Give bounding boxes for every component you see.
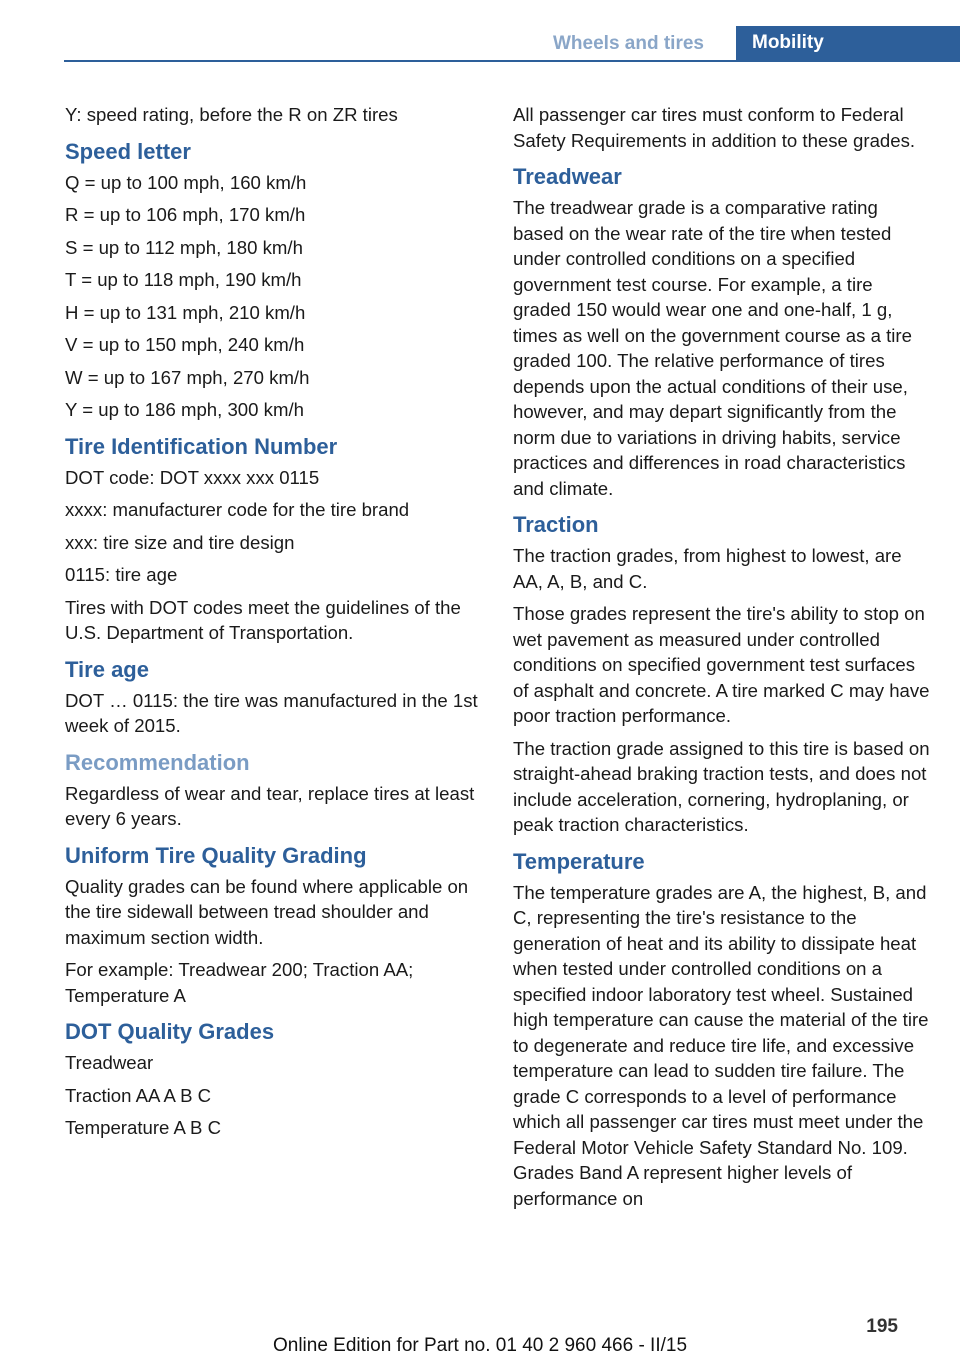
left-column [65,102,480,1148]
utqg-heading: Uniform Tire Quality Grading [65,842,367,868]
treadwear-heading: Treadwear [513,164,622,189]
speed-line: Y = up to 186 mph, 300 km/h [65,399,304,420]
utqg-line: Quality grades can be found where applicable on the tire sidewall between tread shoulder and maximum section width. [65,875,469,948]
temperature-heading: Temperature [513,848,645,874]
dot-grades-heading: DOT Quality Grades [65,1019,275,1044]
speed-line: Q = up to 100 mph, 160 km/h [65,171,307,193]
speed-line: H = up to 131 mph, 210 km/h [65,301,306,323]
speed-line: W = up to 167 mph, 270 km/h [65,366,310,388]
right-column [513,102,933,1218]
dot-grade-line: Treadwear [65,1052,154,1073]
temperature-text: The temperature grades are A, the highest, B, and C, representing the tire's resistance to the generation of heat and its ability to dissipate heat when tested under controlled conditions on a specified indoor laboratory test wheel. Sustained high temperature can cause the material of the tire to degenerate and reduce tire life, and excessive temperature can lead to sudden tire failure. The grade C corresponds to a level of performance which all passenger car tires must meet under the Federal Motor Vehicle Safety Standard No. 109. Grades Band A represent higher levels of performance on [513,881,929,1209]
speed-line: S = up to 112 mph, 180 km/h [65,236,303,258]
speed-line: R = up to 106 mph, 170 km/h [65,204,306,225]
utqg-line: For example: Treadwear 200; Traction AA; Temperature A [65,959,414,1006]
federal-intro: All passenger car tires must conform to Federal Safety Requirements in addition to these grades. [513,104,916,151]
tin-line: DOT code: DOT xxxx xxx 0115 [65,466,320,488]
traction-heading: Traction [513,512,599,537]
treadwear-text: The treadwear grade is a comparative rating based on the wear rate of the tire when tested under controlled conditions on a specified government test course. For example, a tire graded 150 would wear one and one-half, 1 g, times as well on the government course as a tire graded 100. The relative performance of tires depends upon the actual conditions of their use, however, and may depart significantly from the norm due to variations in driving habits, service practices and differences in road characteristics and climate. [513,197,912,499]
dot-grade-line: Traction AA A B C [65,1084,212,1106]
traction-line: The traction grades, from highest to lowest, are AA, A, B, and C. [513,545,902,592]
tire-age-heading: Tire age [65,656,149,682]
tin-line: 0115: tire age [65,564,178,585]
traction-line: The traction grade assigned to this tire is based on straight-ahead braking traction tests, and does not include acceleration, cornering, hydroplaning, or peak traction characteristics. [513,737,930,835]
dot-grade-line: Temperature A B C [65,1117,222,1138]
speed-line: T = up to 118 mph, 190 km/h [65,269,302,290]
recommendation-heading: Recommendation [65,749,250,775]
tin-line: xxxx: manufacturer code for the tire brand [65,499,410,520]
edition-footer: Online Edition for Part no. 01 40 2 960 466 - II/15 [272,1335,688,1356]
tin-line: Tires with DOT codes meet the guidelines of the U.S. Department of Transportation. [65,596,461,643]
page-number: 195 [866,1316,898,1337]
tin-line: xxx: tire size and tire design [65,531,295,553]
tin-heading: Tire Identification Number [65,433,338,459]
tire-age-text: DOT … 0115: the tire was manufactured in the 1st week of 2015. [65,689,478,736]
header-chapter-tab: Mobility [736,26,960,62]
recommendation-text: Regardless of wear and tear, replace tires at least every 6 years. [65,782,475,829]
speed-rating-intro: Y: speed rating, before the R on ZR tires [65,104,398,125]
traction-line: Those grades represent the tire's ability to stop on wet pavement as measured under controlled conditions on specified government test surfaces of asphalt and concrete. A tire marked C may have poor traction performance. [513,603,930,726]
speed-letter-heading: Speed letter [65,138,191,164]
speed-line: V = up to 150 mph, 240 km/h [65,334,305,355]
header-section-title: Wheels and tires [553,33,704,54]
